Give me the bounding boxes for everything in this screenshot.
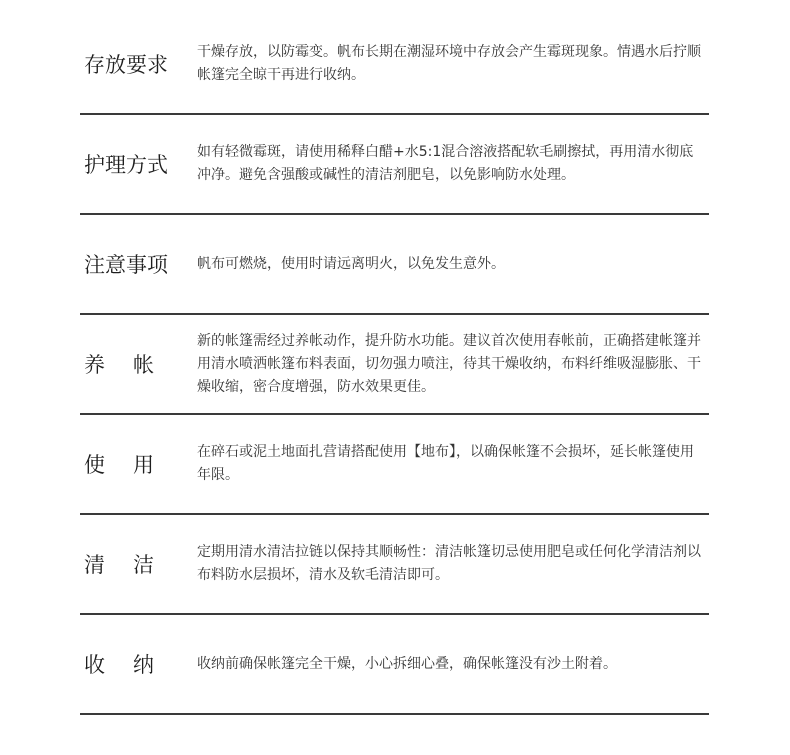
section-title bbox=[80, 449, 197, 479]
section-title-char: 用 bbox=[133, 453, 154, 477]
section-text: 定期用清水清洁拉链以保持其顺畅性：清洁帐篷切忌使用肥皂或任何化学清洁剂以布料防水层损坏，清水及软毛清洁即可。 bbox=[197, 544, 701, 583]
section-text: 帆布可燃烧，使用时请远离明火，以免发生意外。 bbox=[197, 255, 505, 272]
section-title-char: 纳 bbox=[133, 653, 154, 677]
section-packing bbox=[80, 615, 709, 715]
section-precautions bbox=[80, 215, 709, 315]
section-storage bbox=[80, 15, 709, 115]
section-title-char: 使 bbox=[84, 453, 105, 477]
section-title: 护理方式 bbox=[84, 153, 168, 177]
section-title-char: 收 bbox=[84, 653, 105, 677]
section-usage bbox=[80, 415, 709, 515]
section-title-char: 养 bbox=[84, 353, 105, 377]
section-text: 在碎石或泥土地面扎营请搭配使用【地布】，以确保帐篷不会损坏，延长帐篷使用年限。 bbox=[197, 444, 694, 483]
section-title bbox=[80, 549, 197, 579]
section-title: 存放要求 bbox=[84, 53, 168, 77]
section-cleaning bbox=[80, 515, 709, 615]
section-text: 干燥存放，以防霉变。帆布长期在潮湿环境中存放会产生霉斑现象。情遇水后拧顺帐篷完全晾干再进行收纳。 bbox=[197, 44, 701, 83]
section-text: 新的帐篷需经过养帐动作，提升防水功能。建议首次使用春帐前，正确搭建帐篷并用清水喷洒帐篷布料表面，切勿强力喷注，待其干燥收纳，布料纤维吸湿膨胀、干燥收缩，密合度增强，防水效果更佳。 bbox=[197, 332, 701, 395]
section-title-char: 帐 bbox=[133, 353, 154, 377]
section-text: 收纳前确保帐篷完全干燥，小心拆细心叠，确保帐篷没有沙土附着。 bbox=[197, 655, 617, 672]
section-title bbox=[80, 649, 197, 679]
section-title-char: 洁 bbox=[133, 553, 154, 577]
care-instructions-table bbox=[80, 15, 709, 715]
section-care-method bbox=[80, 115, 709, 215]
section-seasoning bbox=[80, 315, 709, 415]
section-title bbox=[80, 349, 197, 379]
section-title-char: 清 bbox=[84, 553, 105, 577]
section-text: 如有轻微霉斑，请使用稀释白醋+水5:1混合溶液搭配软毛刷擦拭，再用清水彻底冲净。避免含强酸或碱性的清洁剂肥皂，以免影响防水处理。 bbox=[197, 144, 694, 183]
section-title: 注意事项 bbox=[84, 253, 168, 277]
